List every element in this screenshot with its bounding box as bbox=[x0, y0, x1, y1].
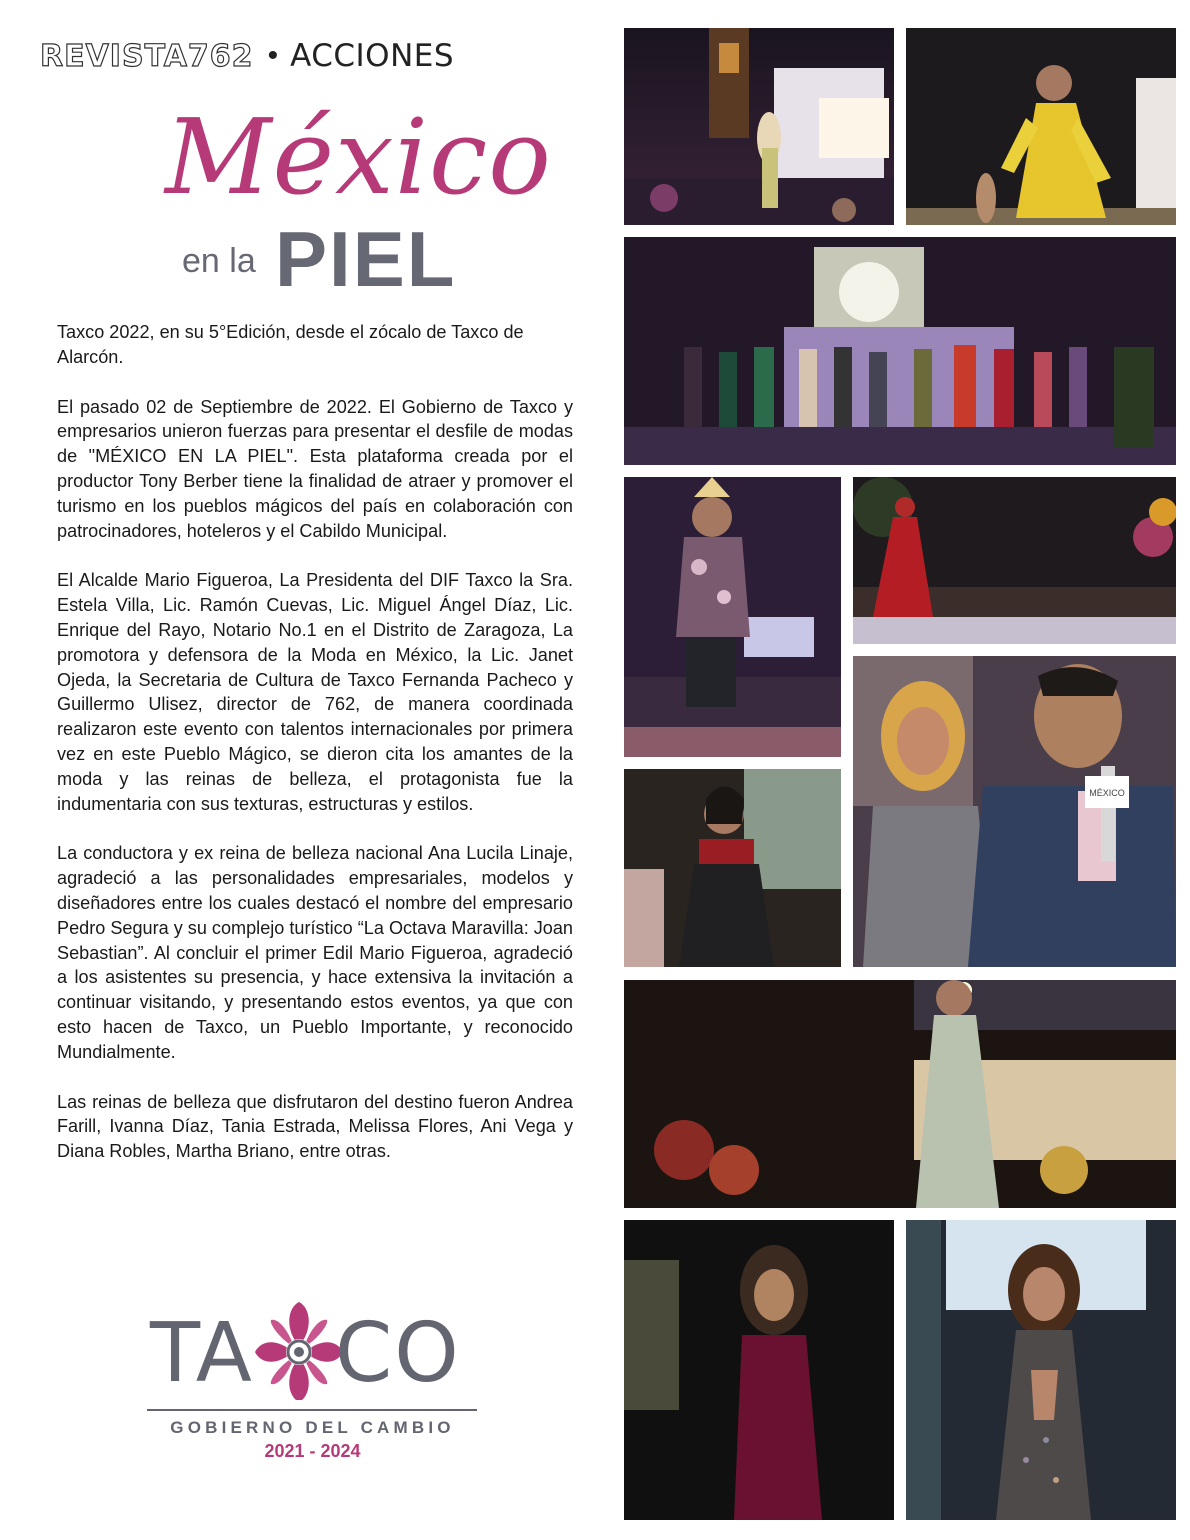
article-paragraph: Las reinas de belleza que disfrutaron del destino fueron Andrea Farill, Ivanna Díaz, Tania Estrada, Melissa Flores, Ani Vega y Diana Robles, Martha Briano, entre otras. bbox=[57, 1091, 573, 1162]
photo-sequin-dress bbox=[906, 1220, 1176, 1520]
article-body bbox=[57, 320, 573, 1189]
photo-black-ruffle bbox=[624, 769, 841, 967]
article-paragraph: El Alcalde Mario Figueroa, La Presidenta del DIF Taxco la Sra. Estela Villa, Lic. Ramón Cuevas, Lic. Miguel Ángel Díaz, Lic. Enrique del Rayo, Notario No.1 en el Distrito de Zaragoza, La promotora y defensora de la Moda en México, la Lic. Janet Ojeda, la Secretaria de Cultura de Taxco Fernanda Pacheco y Guillermo Ulisez, director de 762, de manera coordinada realizaron este evento con talentos internacionales por primera vez en este Pueblo Mágico, se dieron cita los amantes de la moda y las reinas de belleza, el protagonista fue la indumentaria con sus texturas, estructuras y estilos. bbox=[57, 570, 573, 814]
photo-yellow-dress bbox=[906, 28, 1176, 225]
photo-kiosk-runway bbox=[624, 28, 894, 225]
logo-tagline: GOBIERNO DEL CAMBIO bbox=[170, 1418, 455, 1437]
photo-burgundy-dress bbox=[624, 1220, 894, 1520]
photo-hosts-microphone bbox=[853, 656, 1176, 967]
article-paragraph: Taxco 2022, en su 5°Edición, desde el zócalo de Taxco de Alarcón. bbox=[57, 322, 524, 367]
photo-floral-jacket bbox=[624, 477, 841, 757]
photo-silver-gown bbox=[624, 980, 1176, 1208]
title-script: México bbox=[165, 96, 552, 218]
article-paragraph: La conductora y ex reina de belleza nacional Ana Lucila Linaje, agradeció a las personalidades empresariales, modelos y diseñadores entre los cuales destacó el nombre del empresario Pedro Segura y su complejo turístico “La Octava Maravilla: Joan Sebastian”. Al concluir el primer Edil Mario Figueroa, agradeció a los asistentes su presencia, y hace extensiva la invitación a continuar visitando, y presentando estos eventos, ya que con esto hacen de Taxco, un Pueblo Importante, y reconocido Mundialmente. bbox=[57, 843, 573, 1062]
logo-divider bbox=[147, 1409, 477, 1411]
photo-red-gown bbox=[853, 477, 1176, 644]
photo-group-finale bbox=[624, 237, 1176, 465]
section-name: ACCIONES bbox=[290, 38, 455, 74]
logo-years: 2021 - 2024 bbox=[264, 1441, 361, 1461]
logo-text-left: TA bbox=[150, 1306, 254, 1401]
header-separator: • bbox=[267, 39, 279, 72]
taxco-government-logo bbox=[145, 1295, 485, 1465]
magazine-brand: REVISTA762 bbox=[40, 38, 254, 74]
article-paragraph: El pasado 02 de Septiembre de 2022. El Gobierno de Taxco y empresarios unieron fuerzas para presentar el desfile de modas de "MÉXICO EN LA PIEL". Esta plataforma creada por el productor Tony Berber tiene la finalidad de atraer y promover el turismo en los pueblos mágicos del país en colaboración con patrocinadores, hoteleros y el Cabildo Municipal. bbox=[57, 396, 573, 541]
logo-text-right: CO bbox=[335, 1306, 461, 1401]
magazine-header bbox=[40, 36, 454, 76]
microphone-flag-label: MÉXICO bbox=[1089, 788, 1125, 798]
title-small: en la bbox=[182, 242, 256, 280]
title-bold: PIEL bbox=[275, 215, 457, 303]
flower-icon bbox=[255, 1300, 343, 1400]
